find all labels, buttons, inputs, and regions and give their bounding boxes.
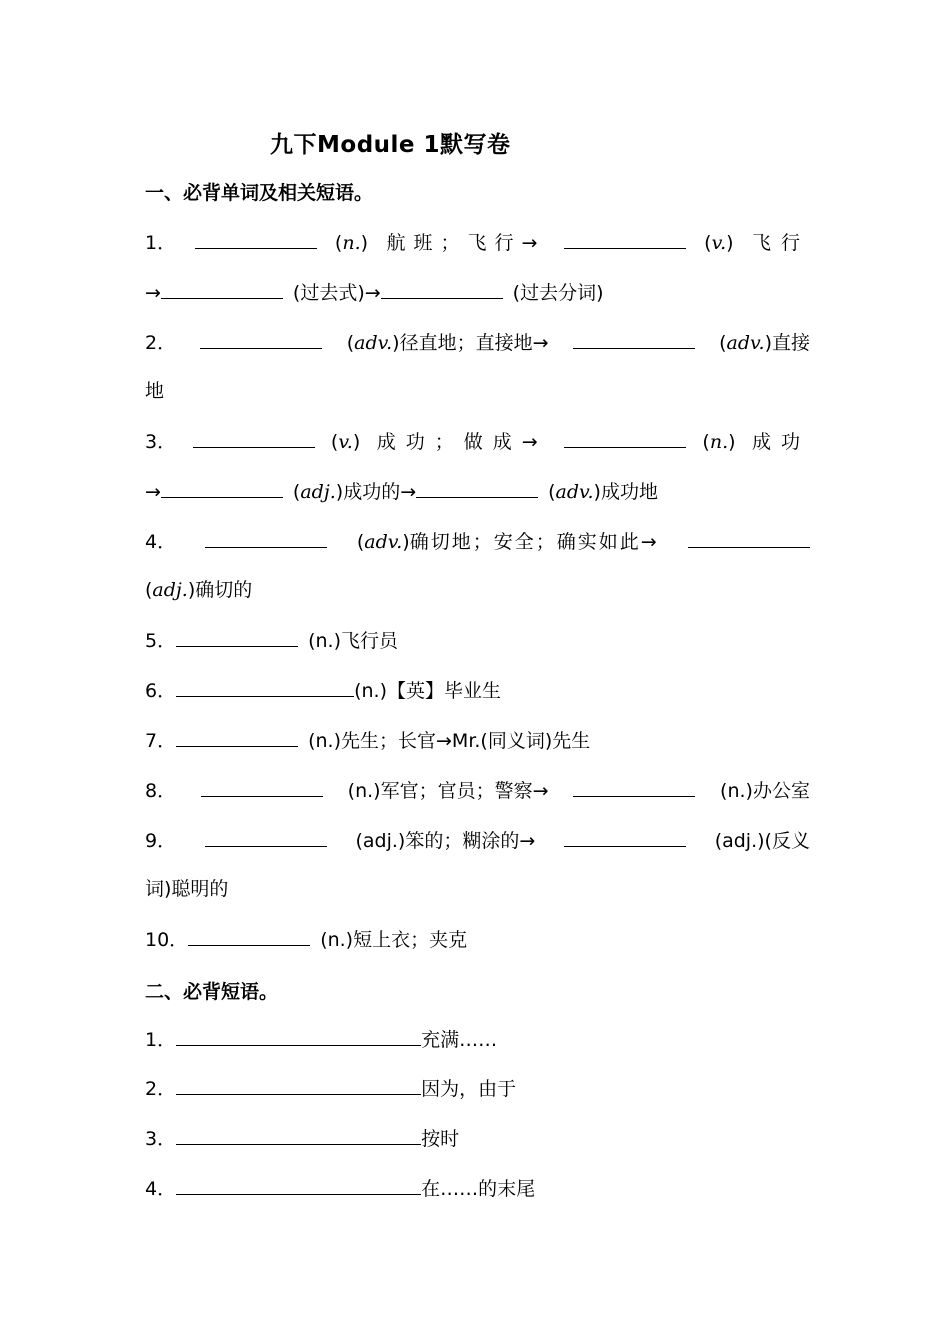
answer-blank[interactable] [200, 328, 322, 349]
answer-blank[interactable] [161, 278, 283, 299]
phrase-item-3: 3． 按时 [145, 1124, 810, 1153]
answer-blank[interactable] [201, 776, 323, 797]
page-title: 九下Module 1默写卷 [270, 132, 511, 158]
vocab-item-4-line1: 4． (adv.)确切地；安全；确实如此→ [145, 527, 810, 556]
answer-blank[interactable] [193, 427, 315, 448]
phrase-item-2: 2． 因为，由于 [145, 1074, 810, 1103]
answer-blank[interactable] [381, 278, 503, 299]
section-1-heading: 一、必背单词及相关短语。 [145, 182, 374, 204]
answer-blank[interactable] [573, 776, 695, 797]
answer-blank[interactable] [205, 826, 327, 847]
section-2-heading: 二、必背短语。 [145, 981, 279, 1003]
vocab-item-2-line2: 地 [145, 380, 165, 402]
vocab-item-5: 5． (n.)飞行员 [145, 626, 810, 655]
answer-blank[interactable] [176, 1025, 421, 1046]
answer-blank[interactable] [188, 925, 310, 946]
vocab-item-4-line2: (adj.)确切的 [145, 579, 253, 601]
vocab-item-6: 6． (n.)【英】毕业生 [145, 676, 810, 705]
answer-blank[interactable] [176, 726, 298, 747]
answer-blank[interactable] [416, 477, 538, 498]
vocab-item-2-line1: 2． (adv.)径直地；直接地→ (adv.)直接 [145, 328, 810, 357]
answer-blank[interactable] [176, 1074, 421, 1095]
answer-blank[interactable] [205, 527, 327, 548]
phrase-item-1: 1． 充满…… [145, 1025, 810, 1054]
answer-blank[interactable] [688, 527, 810, 548]
answer-blank[interactable] [176, 1174, 421, 1195]
vocab-item-7: 7． (n.)先生；长官→Mr.(同义词)先生 [145, 726, 810, 755]
answer-blank[interactable] [176, 1124, 421, 1145]
vocab-item-10: 10． (n.)短上衣；夹克 [145, 925, 810, 954]
answer-blank[interactable] [564, 427, 686, 448]
answer-blank[interactable] [161, 477, 283, 498]
answer-blank[interactable] [564, 228, 686, 249]
phrase-item-4: 4． 在……的末尾 [145, 1174, 810, 1203]
answer-blank[interactable] [195, 228, 317, 249]
vocab-item-9-line2: 词)聪明的 [145, 878, 229, 900]
answer-blank[interactable] [176, 676, 354, 697]
answer-blank[interactable] [176, 626, 298, 647]
vocab-item-1-line2: → (过去式)→ (过去分词) [145, 278, 810, 307]
vocab-item-8: 8． (n.)军官；官员；警察→ (n.)办公室 [145, 776, 810, 805]
vocab-item-1-line1: 1． (n.) 航班；飞行→ (v.) 飞行 [145, 228, 810, 257]
vocab-item-3-line2: → (adj.)成功的→ (adv.)成功地 [145, 477, 810, 506]
vocab-item-9-line1: 9． (adj.)笨的；糊涂的→ (adj.)(反义 [145, 826, 810, 855]
vocab-item-3-line1: 3． (v.) 成功；做成→ (n.) 成功 [145, 427, 810, 456]
answer-blank[interactable] [564, 826, 686, 847]
answer-blank[interactable] [573, 328, 695, 349]
